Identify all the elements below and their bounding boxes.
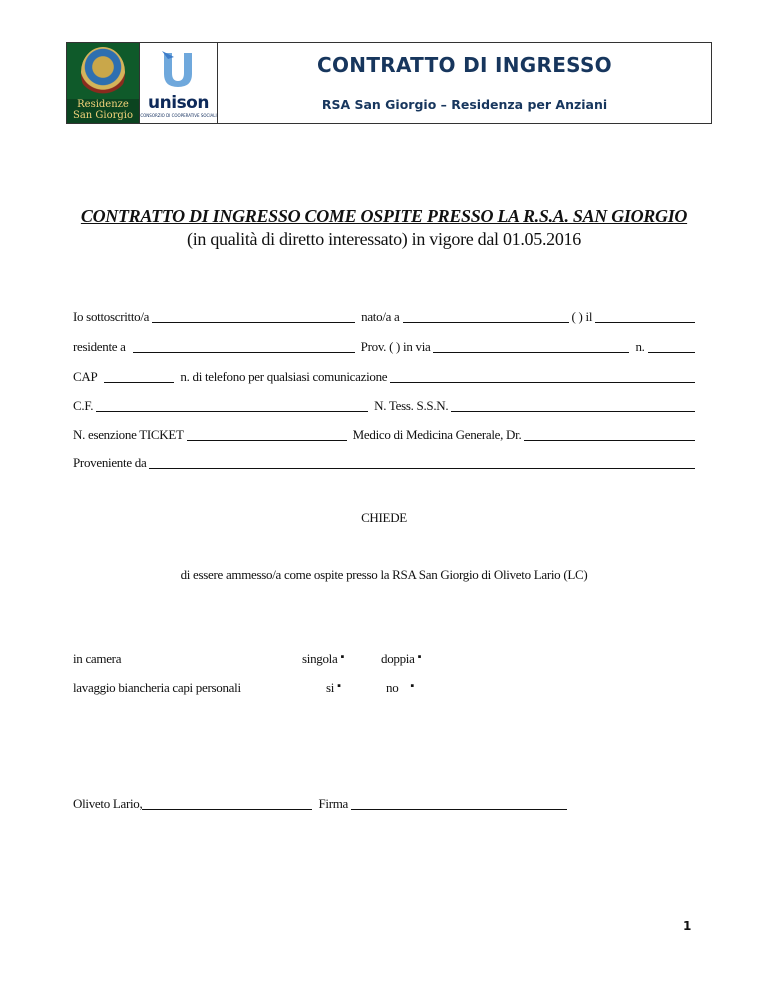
form-line-ticket xyxy=(73,424,695,444)
document-header xyxy=(66,42,712,124)
field-data[interactable] xyxy=(142,808,312,810)
document-title: CONTRATTO DI INGRESSO xyxy=(317,53,612,77)
label-il: il xyxy=(585,309,593,324)
page-number: 1 xyxy=(683,919,692,933)
option-no[interactable] xyxy=(386,680,414,696)
residenze-san-giorgio-logo xyxy=(67,43,140,123)
unison-tagline: CONSORZIO DI COOPERATIVE SOCIALI xyxy=(140,113,217,118)
label-residente: residente a xyxy=(73,339,126,354)
label-lavaggio: lavaggio biancheria capi personali xyxy=(73,680,241,695)
option-doppia[interactable] xyxy=(381,651,421,667)
form-line-firma xyxy=(73,793,573,813)
logo-wordmark: Residenze San Giorgio xyxy=(67,99,139,123)
checkbox-doppia-icon[interactable]: ▪ xyxy=(417,651,422,663)
label-ticket: N. esenzione TICKET xyxy=(73,427,184,442)
unison-wordmark: unison xyxy=(148,93,209,113)
label-sottoscritto: Io sottoscritto/a xyxy=(73,309,150,324)
option-row-camera xyxy=(73,651,673,669)
label-medico: Medico di Medicina Generale, Dr. xyxy=(352,427,522,442)
form-line-cf xyxy=(73,395,695,415)
label-luogo-data: Oliveto Lario, xyxy=(73,796,143,811)
label-si: si xyxy=(326,680,335,695)
field-luogo-nascita[interactable] xyxy=(403,321,569,323)
field-codice-fiscale[interactable] xyxy=(96,410,368,412)
form-line-residente xyxy=(73,336,695,356)
label-camera: in camera xyxy=(73,651,122,666)
checkbox-no-icon[interactable]: ▪ xyxy=(410,680,415,692)
option-row-lavaggio xyxy=(73,680,673,698)
form-line-sottoscritto xyxy=(73,306,695,326)
option-singola[interactable] xyxy=(302,651,344,667)
medallion-icon xyxy=(81,47,125,97)
contract-heading: CONTRATTO DI INGRESSO COME OSPITE PRESSO LA R.S.A. SAN GIORGIO xyxy=(80,206,688,226)
label-tessera: N. Tess. S.S.N. xyxy=(374,398,449,413)
label-cap: CAP xyxy=(73,369,98,384)
ammissione-text: di essere ammesso/a come ospite presso la RSA San Giorgio di Oliveto Lario (LC) xyxy=(180,567,588,582)
label-prov-via: Prov. ( ) in via xyxy=(360,339,431,354)
label-telefono: n. di telefono per qualsiasi comunicazione xyxy=(180,369,388,384)
field-residenza[interactable] xyxy=(133,351,355,353)
field-numero-civico[interactable] xyxy=(648,351,695,353)
label-numero: n. xyxy=(635,339,645,354)
label-cf: C.F. xyxy=(73,398,94,413)
label-nato: nato/a a xyxy=(361,309,400,324)
field-tessera-ssn[interactable] xyxy=(451,410,695,412)
label-proveniente: Proveniente da xyxy=(73,455,147,470)
label-no: no xyxy=(386,680,399,695)
contract-subheading: (in qualità di diretto interessato) in vigore dal 01.05.2016 xyxy=(187,229,581,249)
label-firma: Firma xyxy=(318,796,349,811)
unison-u-icon xyxy=(160,49,196,89)
label-paren-nascita: ( ) xyxy=(571,309,583,324)
document-subtitle: RSA San Giorgio – Residenza per Anziani xyxy=(321,97,608,112)
field-data-nascita[interactable] xyxy=(595,321,695,323)
checkbox-singola-icon[interactable]: ▪ xyxy=(340,651,345,663)
field-nome[interactable] xyxy=(152,321,355,323)
unison-logo xyxy=(140,43,218,123)
field-cap[interactable] xyxy=(104,381,174,383)
chiede-label: CHIEDE xyxy=(361,510,407,525)
field-telefono[interactable] xyxy=(390,381,695,383)
option-si[interactable] xyxy=(326,680,341,696)
checkbox-si-icon[interactable]: ▪ xyxy=(337,680,341,692)
label-doppia: doppia xyxy=(381,651,415,666)
field-firma[interactable] xyxy=(351,808,567,810)
field-provenienza[interactable] xyxy=(149,467,695,469)
form-line-cap xyxy=(73,366,695,386)
field-esenzione-ticket[interactable] xyxy=(187,439,347,441)
label-singola: singola xyxy=(302,651,338,666)
header-title-area xyxy=(218,43,711,123)
form-line-proveniente xyxy=(73,452,695,472)
field-medico[interactable] xyxy=(524,439,695,441)
field-via[interactable] xyxy=(433,351,629,353)
